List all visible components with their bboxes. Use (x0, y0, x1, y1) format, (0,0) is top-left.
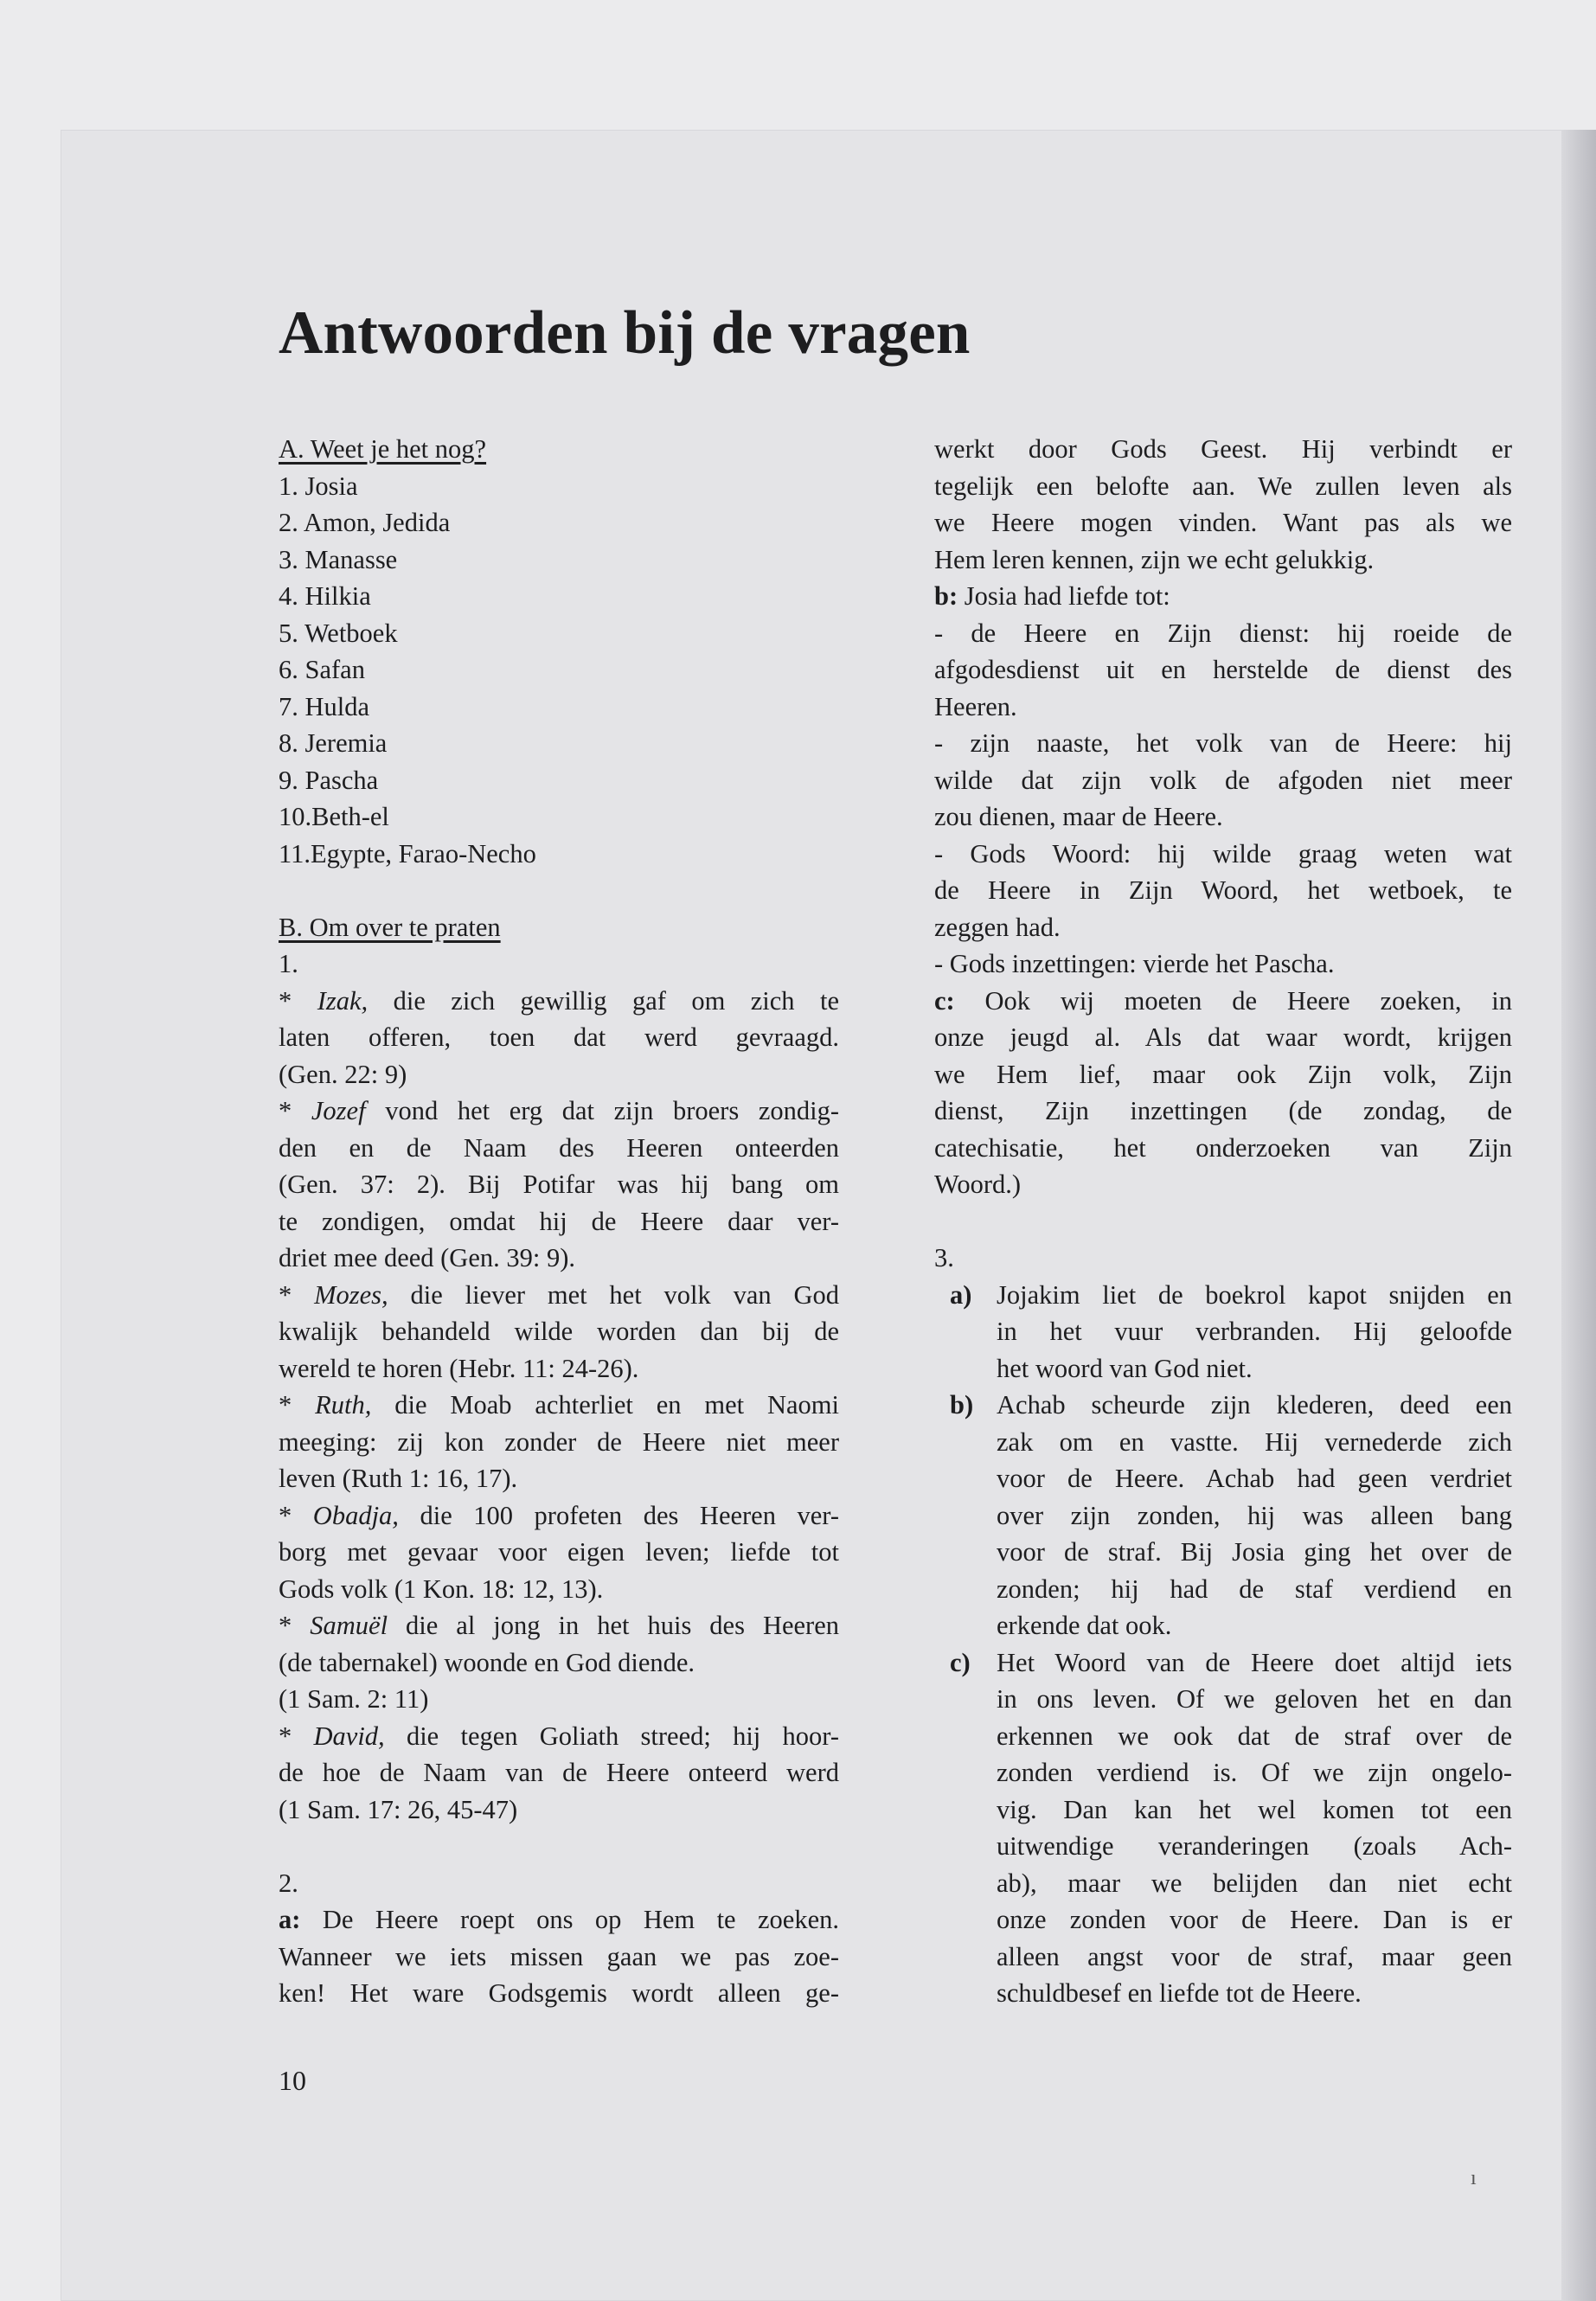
text-line: laten offeren, toen dat werd gevraagd. (279, 1022, 839, 1052)
text-line: * Jozef vond het erg dat zijn broers zondig- (279, 1096, 839, 1125)
person-name: Ruth, (315, 1390, 372, 1420)
text-line: Woord.) (934, 1170, 1022, 1199)
text-line: zonden; hij had de staf verdiend en (997, 1574, 1512, 1604)
text-line: over zijn zonden, hij was alleen bang (997, 1500, 1512, 1530)
text-line: alleen angst voor de straf, maar geen (997, 1941, 1512, 1971)
question-number: 2. (279, 1868, 298, 1898)
text-line: borg met gevaar voor eigen leven; liefde tot (279, 1537, 839, 1567)
text-line: * Obadja, die 100 profeten des Heeren ver- (279, 1500, 839, 1530)
stray-mark: ı (1471, 2167, 1477, 2189)
text-line: dienst, Zijn inzettingen (de zondag, de (934, 1096, 1512, 1125)
text-line: voor de Heere. Achab had geen verdriet (997, 1464, 1512, 1493)
answer-item: 11.Egypte, Farao-Necho (279, 838, 536, 868)
page-edge-shadow (1561, 130, 1596, 2301)
text-line: afgodesdienst uit en herstelde de dienst des (934, 655, 1512, 684)
answer-item: 1. Josia (279, 471, 358, 501)
text-line: ab), maar we belijden dan niet echt (997, 1868, 1512, 1898)
text-line: b: Josia had liefde tot: (934, 581, 1170, 611)
text-line: Het Woord van de Heere doet altijd iets (997, 1647, 1512, 1677)
text-line: wilde dat zijn volk de afgoden niet meer (934, 765, 1512, 795)
section-a-heading: A. Weet je het nog? (279, 434, 487, 464)
text-line: - zijn naaste, het volk van de Heere: hij (934, 728, 1512, 758)
text-line: we Heere mogen vinden. Want pas als we (934, 508, 1512, 537)
page-number: 10 (279, 2065, 306, 2096)
text-line: c: Ook wij moeten de Heere zoeken, in (934, 985, 1512, 1016)
text-line: * Samuël die al jong in het huis des Heeren (279, 1611, 839, 1640)
text-line: meeging: zij kon zonder de Heere niet meer (279, 1426, 839, 1457)
person-name: Samuël (310, 1611, 388, 1640)
text-line: Gods volk (1 Kon. 18: 12, 13). (279, 1574, 604, 1604)
answer-item: 6. Safan (279, 655, 365, 684)
text-line: (de tabernakel) woonde en God diende. (279, 1647, 695, 1677)
text-line: schuldbesef en liefde tot de Heere. (997, 1978, 1362, 2008)
section-b-heading: B. Om over te praten (279, 912, 501, 942)
answer-item: 5. Wetboek (279, 618, 398, 648)
text-line: driet mee deed (Gen. 39: 9). (279, 1243, 575, 1272)
text-line: * David, die tegen Goliath streed; hij hoor- (279, 1721, 839, 1751)
question-number: 3. (934, 1243, 954, 1272)
person-name: Jozef (311, 1096, 366, 1125)
text-line: catechisatie, het onderzoeken van Zijn (934, 1132, 1512, 1163)
text-line: zeggen had. (934, 912, 1061, 942)
answer-label: c: (934, 985, 955, 1016)
answer-3c (934, 1644, 1512, 2012)
page-title: Antwoorden bij de vragen (279, 299, 971, 367)
text-line: Hem leren kennen, zijn we echt gelukkig. (934, 544, 1375, 574)
text-line: a: De Heere roept ons op Hem te zoeken. (279, 1905, 839, 1934)
text-line: leven (Ruth 1: 16, 17). (279, 1464, 518, 1493)
person-name: David, (313, 1721, 385, 1751)
text-line: in het vuur verbranden. Hij geloofde (997, 1317, 1512, 1346)
text-line: we Hem lief, maar ook Zijn volk, Zijn (934, 1059, 1512, 1089)
answer-3a (934, 1277, 1512, 1388)
text-line: Jojakim liet de boekrol kapot snijden en (997, 1279, 1512, 1310)
text-line: zonden verdiend is. Of we zijn ongelo- (997, 1758, 1512, 1787)
text-line: - de Heere en Zijn dienst: hij roeide de (934, 618, 1512, 648)
answer-label: b) (950, 1390, 974, 1420)
text-line: de Heere in Zijn Woord, het wetboek, te (934, 875, 1512, 905)
text-line: (Gen. 37: 2). Bij Potifar was hij bang om (279, 1170, 839, 1199)
text-line: te zondigen, omdat hij de Heere daar ver- (279, 1206, 839, 1236)
text-line: voor de straf. Bij Josia ging het over de (997, 1537, 1512, 1567)
text-line: (Gen. 22: 9) (279, 1059, 407, 1089)
text-line: onze jeugd al. Als dat waar wordt, krijgen (934, 1022, 1512, 1052)
text-line: den en de Naam des Heeren onteerden (279, 1132, 839, 1163)
text-line: vig. Dan kan het wel komen tot een (997, 1794, 1512, 1824)
answer-3b (934, 1387, 1512, 1644)
answer-item: 10.Beth-el (279, 802, 389, 831)
right-column (934, 431, 1512, 2012)
text-line: Achab scheurde zijn klederen, deed een (997, 1390, 1512, 1420)
text-line: * Izak, die zich gewillig gaf om zich te (279, 985, 839, 1016)
text-line: Wanneer we iets missen gaan we pas zoe- (279, 1941, 839, 1971)
text-line: - Gods Woord: hij wilde graag weten wat (934, 838, 1512, 868)
answer-item: 8. Jeremia (279, 728, 388, 758)
answer-label: c) (950, 1647, 971, 1677)
text-line: uitwendige veranderingen (zoals Ach- (997, 1831, 1512, 1861)
text-line: erkennen we ook dat de straf over de (997, 1721, 1512, 1751)
answer-item: 2. Amon, Jedida (279, 508, 451, 537)
text-line: ken! Het ware Godsgemis wordt alleen ge- (279, 1978, 839, 2008)
person-name: Izak, (317, 985, 369, 1016)
text-line: zak om en vastte. Hij vernederde zich (997, 1426, 1512, 1457)
text-line: wereld te horen (Hebr. 11: 24-26). (279, 1353, 639, 1383)
text-line: kwalijk behandeld wilde worden dan bij de (279, 1317, 839, 1346)
text-line: zou dienen, maar de Heere. (934, 802, 1223, 831)
text-line: * Ruth, die Moab achterliet en met Naomi (279, 1390, 839, 1420)
answer-item: 9. Pascha (279, 765, 379, 795)
answer-label: a) (950, 1279, 972, 1310)
text-line: onze zonden voor de Heere. Dan is er (997, 1905, 1512, 1934)
text-line: (1 Sam. 2: 11) (279, 1684, 429, 1714)
text-line: erkende dat ook. (997, 1611, 1172, 1640)
text-line: - Gods inzettingen: vierde het Pascha. (934, 949, 1335, 978)
text-line: in ons leven. Of we geloven het en dan (997, 1684, 1512, 1714)
text-line: het woord van God niet. (997, 1353, 1253, 1383)
answer-item: 7. Hulda (279, 691, 370, 721)
person-name: Mozes, (314, 1279, 388, 1310)
text-line: de hoe de Naam van de Heere onteerd werd (279, 1758, 839, 1787)
left-column (279, 431, 839, 2012)
answer-item: 3. Manasse (279, 544, 398, 574)
answer-label: b: (934, 581, 958, 611)
text-line: (1 Sam. 17: 26, 45-47) (279, 1794, 518, 1824)
text-line: werkt door Gods Geest. Hij verbindt er (934, 434, 1512, 464)
answer-label: a: (279, 1905, 301, 1934)
text-line: tegelijk een belofte aan. We zullen leven als (934, 471, 1512, 501)
text-line: Heeren. (934, 691, 1017, 721)
text-line: * Mozes, die liever met het volk van God (279, 1279, 839, 1310)
question-number: 1. (279, 949, 298, 978)
person-name: Obadja, (312, 1500, 399, 1530)
answer-item: 4. Hilkia (279, 581, 371, 611)
